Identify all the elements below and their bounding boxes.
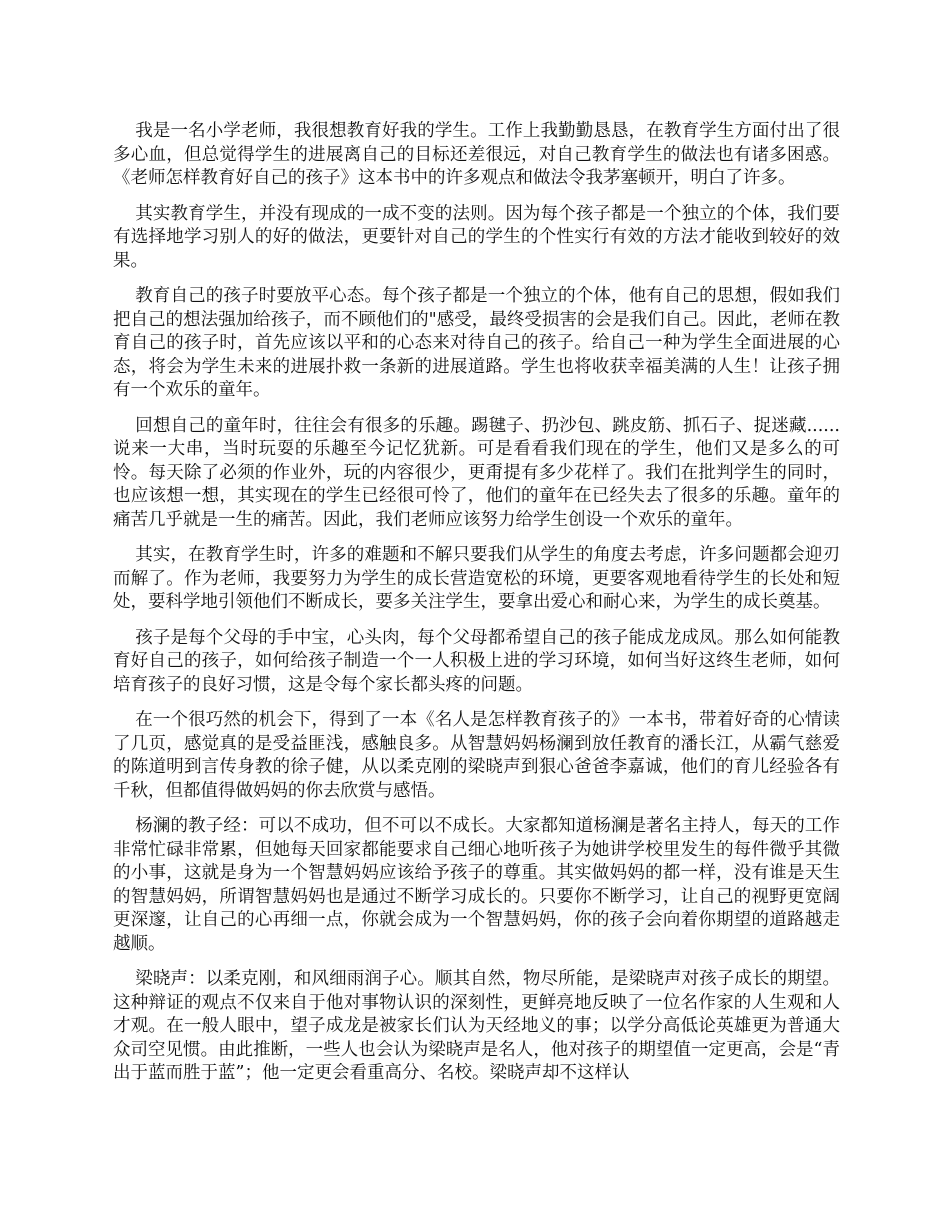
paragraph-6: 孩子是每个父母的手中宝，心头肉，每个父母都希望自己的孩子能成龙成凤。那么如何能教育好自己的孩子，如何给孩子制造一个一人积极上进的学习环境，如何当好这终生老师，如何培育孩子的良好习惯，这是令每个家长都头疼的问题。 [113,627,840,695]
paragraph-7: 在一个很巧然的机会下，得到了一本《名人是怎样教育孩子的》一本书，带着好奇的心情读了几页，感觉真的是受益匪浅，感触良多。从智慧妈妈杨澜到放任教育的潘长江，从霸气慈爱的陈道明到言传身教的徐子健，从以柔克刚的梁晓声到狠心爸爸李嘉诚，他们的育儿经验各有千秋，但都值得做妈妈的你去欣赏与感悟。 [113,710,840,801]
paragraph-5: 其实，在教育学生时，许多的难题和不解只要我们从学生的角度去考虑，许多问题都会迎刃而解了。作为老师，我要努力为学生的成长营造宽松的环境，更要客观地看待学生的长处和短处，要科学地引领他们不断成长，要多关注学生，要拿出爱心和耐心来，为学生的成长奠基。 [113,545,840,612]
paragraph-8: 杨澜的教子经：可以不成功，但不可以不成长。大家都知道杨澜是著名主持人，每天的工作非常忙碌非常累，但她每天回家都能要求自己细心地听孩子为她讲学校里发生的每件微乎其微的小事，这就是身为一个智慧妈妈应该给予孩子的尊重。其实做妈妈的都一样，没有谁是天生的智慧妈妈，所谓智慧妈妈也是通过不断学习成长的。只要你不断学习，让自己的视野更宽阔更深邃，让自己的心再细一点，你就会成为一个智慧妈妈，你的孩子会向着你期望的道路越走越顺。 [113,816,840,954]
document-body [113,120,840,1098]
paragraph-4: 回想自己的童年时，往往会有很多的乐趣。踢毽子、扔沙包、跳皮筋、抓石子、捉迷藏......说来一大串，当时玩耍的乐趣至今记忆犹新。可是看看我们现在的学生，他们又是多么的可怜。每天除了必须的作业外，玩的内容很少，更甭提有多少花样了。我们在批判学生的同时，也应该想一想，其实现在的学生已经很可怜了，他们的童年在已经失去了很多的乐趣。童年的痛苦几乎就是一生的痛苦。因此，我们老师应该努力给学生创设一个欢乐的童年。 [113,415,840,530]
paragraph-3: 教育自己的孩子时要放平心态。每个孩子都是一个独立的个体，他有自己的思想，假如我们把自己的想法强加给孩子，而不顾他们的"感受，最终受损害的会是我们自己。因此，老师在教育自己的孩子时，首先应该以平和的心态来对待自己的孩子。给自己一种为学生全面进展的心态，将会为学生未来的进展扑救一条新的进展道路。学生也将收获幸福美满的人生！让孩子拥有一个欢乐的童年。 [113,286,840,400]
paragraph-9: 梁晓声：以柔克刚，和风细雨润子心。顺其自然，物尽所能，是梁晓声对孩子成长的期望。这种辩证的观点不仅来自于他对事物认识的深刻性，更鲜亮地反映了一位名作家的人生观和人才观。在一般人眼中，望子成龙是被家长们认为天经地义的事；以学分高低论英雄更为普通大众司空见惯。由此推断，一些人也会认为梁晓声是名人，他对孩子的期望值一定更高，会是“青出于蓝而胜于蓝”；他一定更会看重高分、名校。梁晓声却不这样认 [113,969,840,1083]
paragraph-1: 我是一名小学老师，我很想教育好我的学生。工作上我勤勤恳恳，在教育学生方面付出了很多心血，但总觉得学生的进展离自己的目标还差很远，对自己教育学生的做法也有诸多困惑。《老师怎样教育好自己的孩子》这本书中的许多观点和做法令我茅塞顿开，明白了许多。 [113,121,840,188]
paragraph-2: 其实教育学生，并没有现成的一成不变的法则。因为每个孩子都是一个独立的个体，我们要有选择地学习别人的好的做法，更要针对自己的学生的个性实行有效的方法才能收到较好的效果。 [113,203,840,271]
